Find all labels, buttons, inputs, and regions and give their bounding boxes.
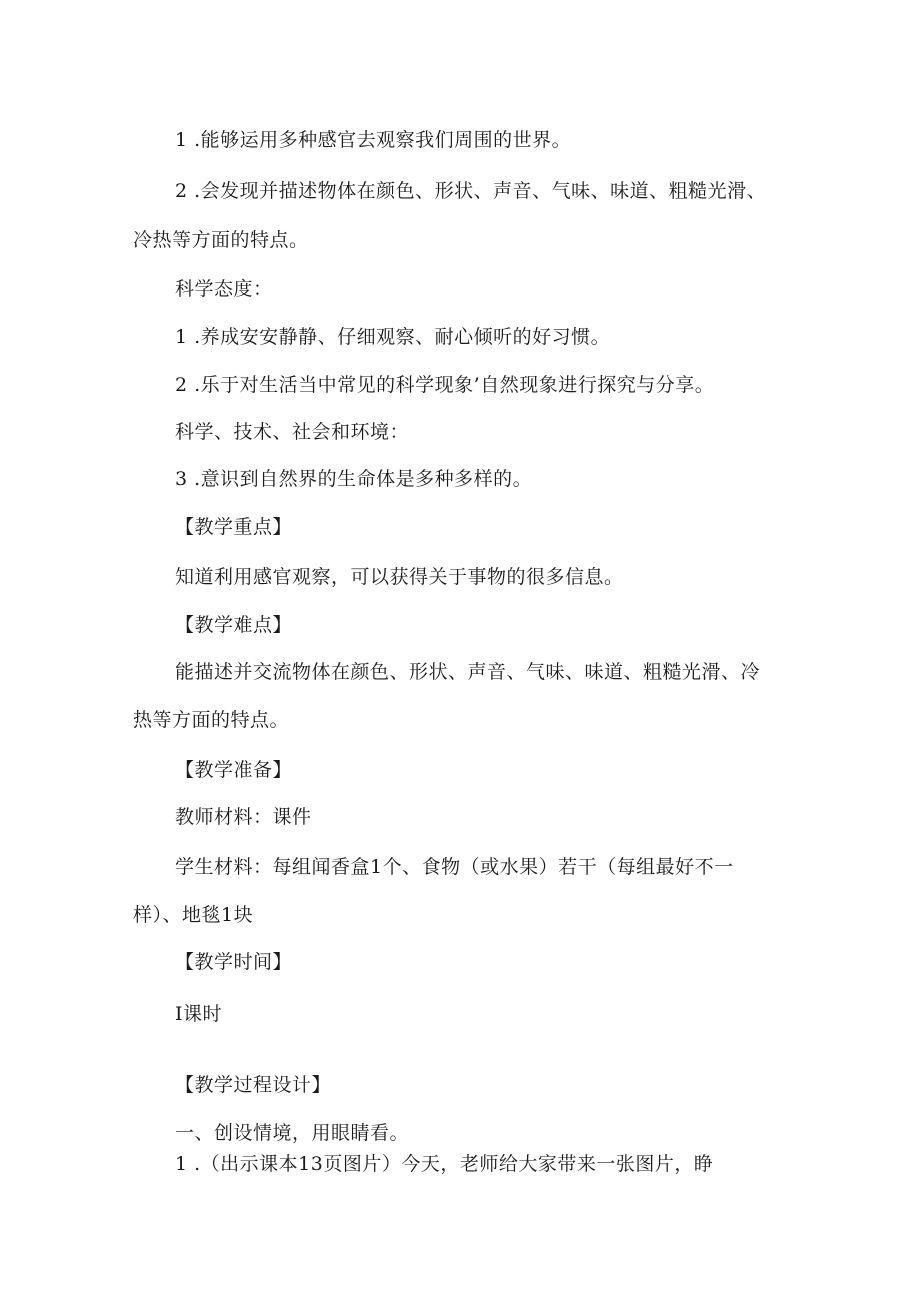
objective-2-continued: 冷热等方面的特点。	[133, 229, 309, 251]
heading-time: 【教学时间】	[175, 951, 293, 973]
process-item-1: 1 .（出示课本13页图片）今天，老师给大家带来一张图片，睁	[175, 1153, 714, 1175]
student-materials: 学生材料：每组闻香盒1个、食物（或水果）若干（每组最好不一	[175, 856, 734, 878]
process-step-1: 一、创设情境，用眼睛看。	[175, 1122, 410, 1144]
heading-difficulties: 【教学难点】	[175, 614, 293, 636]
section-heading-sts: 科学、技术、社会和环境：	[175, 421, 410, 443]
heading-preparation: 【教学准备】	[175, 759, 293, 781]
teacher-materials: 教师材料：课件	[175, 806, 312, 828]
difficulties-text: 能描述并交流物体在颜色、形状、声音、气味、味道、粗糙光滑、冷	[175, 661, 761, 683]
objective-1: 1 .能够运用多种感官去观察我们周围的世界。	[175, 129, 572, 151]
heading-key-points: 【教学重点】	[175, 516, 293, 538]
section-heading-attitude: 科学态度：	[175, 278, 273, 300]
time-text: I课时	[175, 1003, 223, 1025]
difficulties-text-continued: 热等方面的特点。	[133, 709, 290, 731]
sts-3: 3 .意识到自然界的生命体是多种多样的。	[175, 468, 533, 490]
heading-process: 【教学过程设计】	[175, 1074, 332, 1096]
attitude-2: 2 .乐于对生活当中常见的科学现象’自然现象进行探究与分享。	[175, 374, 715, 396]
student-materials-continued: 样）、地毯1块	[133, 904, 254, 926]
attitude-1: 1 .养成安安静静、仔细观察、耐心倾听的好习惯。	[175, 326, 611, 348]
objective-2: 2 .会发现并描述物体在颜色、形状、声音、气味、味道、粗糙光滑、	[175, 180, 767, 202]
key-points-text: 知道利用感官观察，可以获得关于事物的很多信息。	[175, 566, 624, 588]
